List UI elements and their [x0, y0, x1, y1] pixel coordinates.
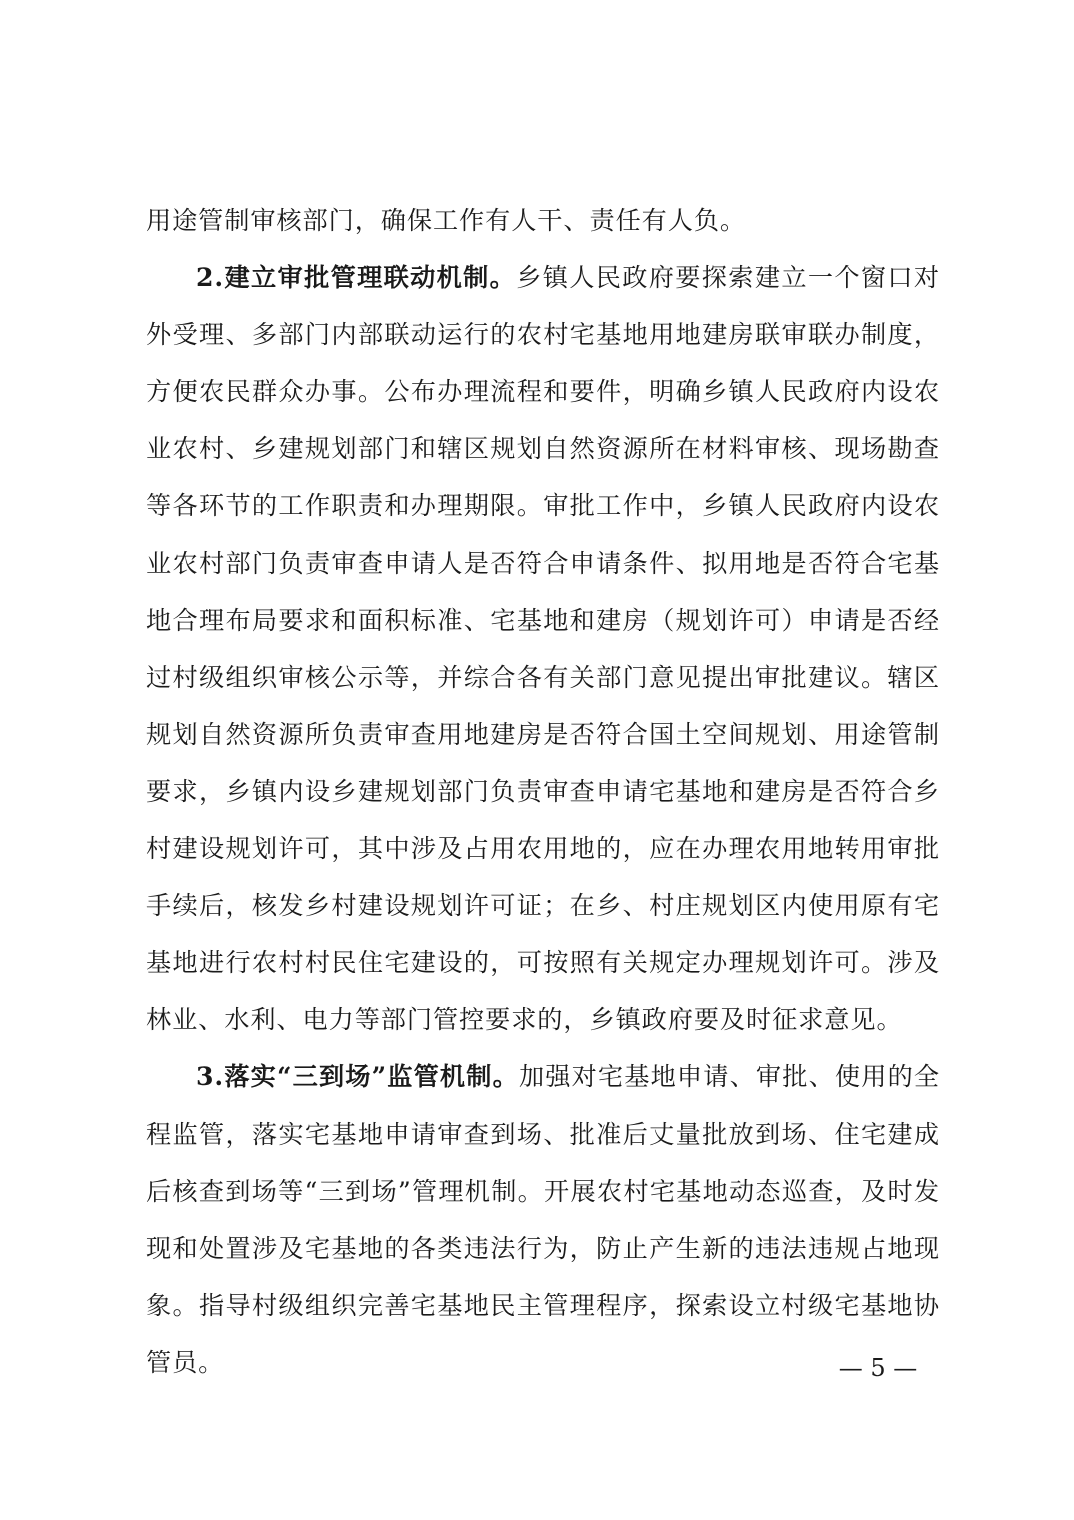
- section-heading-3: 3.落实“三到场”监管机制。: [196, 1061, 519, 1092]
- paragraph-continuation: [146, 192, 940, 249]
- paragraph-supervision-mechanism: [146, 1048, 940, 1391]
- paragraph-approval-mechanism: [146, 249, 940, 1048]
- paragraph-text: 加强对宅基地申请、审批、使用的全程监管，落实宅基地申请审查到场、批准后丈量批放到场、住宅建成后核查到场等“三到场”管理机制。开展农村宅基地动态巡查，及时发现和处置涉及宅基地的各类违法行为，防止产生新的违法违规占地现象。指导村级组织完善宅基地民主管理程序，探索设立村级宅基地协管员。: [146, 1062, 941, 1377]
- document-body: [146, 192, 940, 1391]
- paragraph-text: 用途管制审核部门，确保工作有人干、责任有人负。: [146, 206, 747, 235]
- page-number: — 5 —: [838, 1354, 918, 1382]
- paragraph-text: 乡镇人民政府要探索建立一个窗口对外受理、多部门内部联动运行的农村宅基地用地建房联审联办制度，方便农民群众办事。公布办理流程和要件，明确乡镇人民政府内设农业农村、乡建规划部门和辖区规划自然资源所在材料审核、现场勘查等各环节的工作职责和办理期限。审批工作中，乡镇人民政府内设农业农村部门负责审查申请人是否符合申请条件、拟用地是否符合宅基地合理布局要求和面积标准、宅基地和建房（规划许可）申请是否经过村级组织审核公示等，并综合各有关部门意见提出审批建议。辖区规划自然资源所负责审查用地建房是否符合国土空间规划、用途管制要求，乡镇内设乡建规划部门负责审查申请宅基地和建房是否符合乡村建设规划许可，其中涉及占用农用地的，应在办理农用地转用审批手续后，核发乡村建设规划许可证；在乡、村庄规划区内使用原有宅基地进行农村村民住宅建设的，可按照有关规定办理规划许可。涉及林业、水利、电力等部门管控要求的，乡镇政府要及时征求意见。: [146, 263, 940, 1035]
- section-heading-2: 2.建立审批管理联动机制。: [196, 262, 517, 293]
